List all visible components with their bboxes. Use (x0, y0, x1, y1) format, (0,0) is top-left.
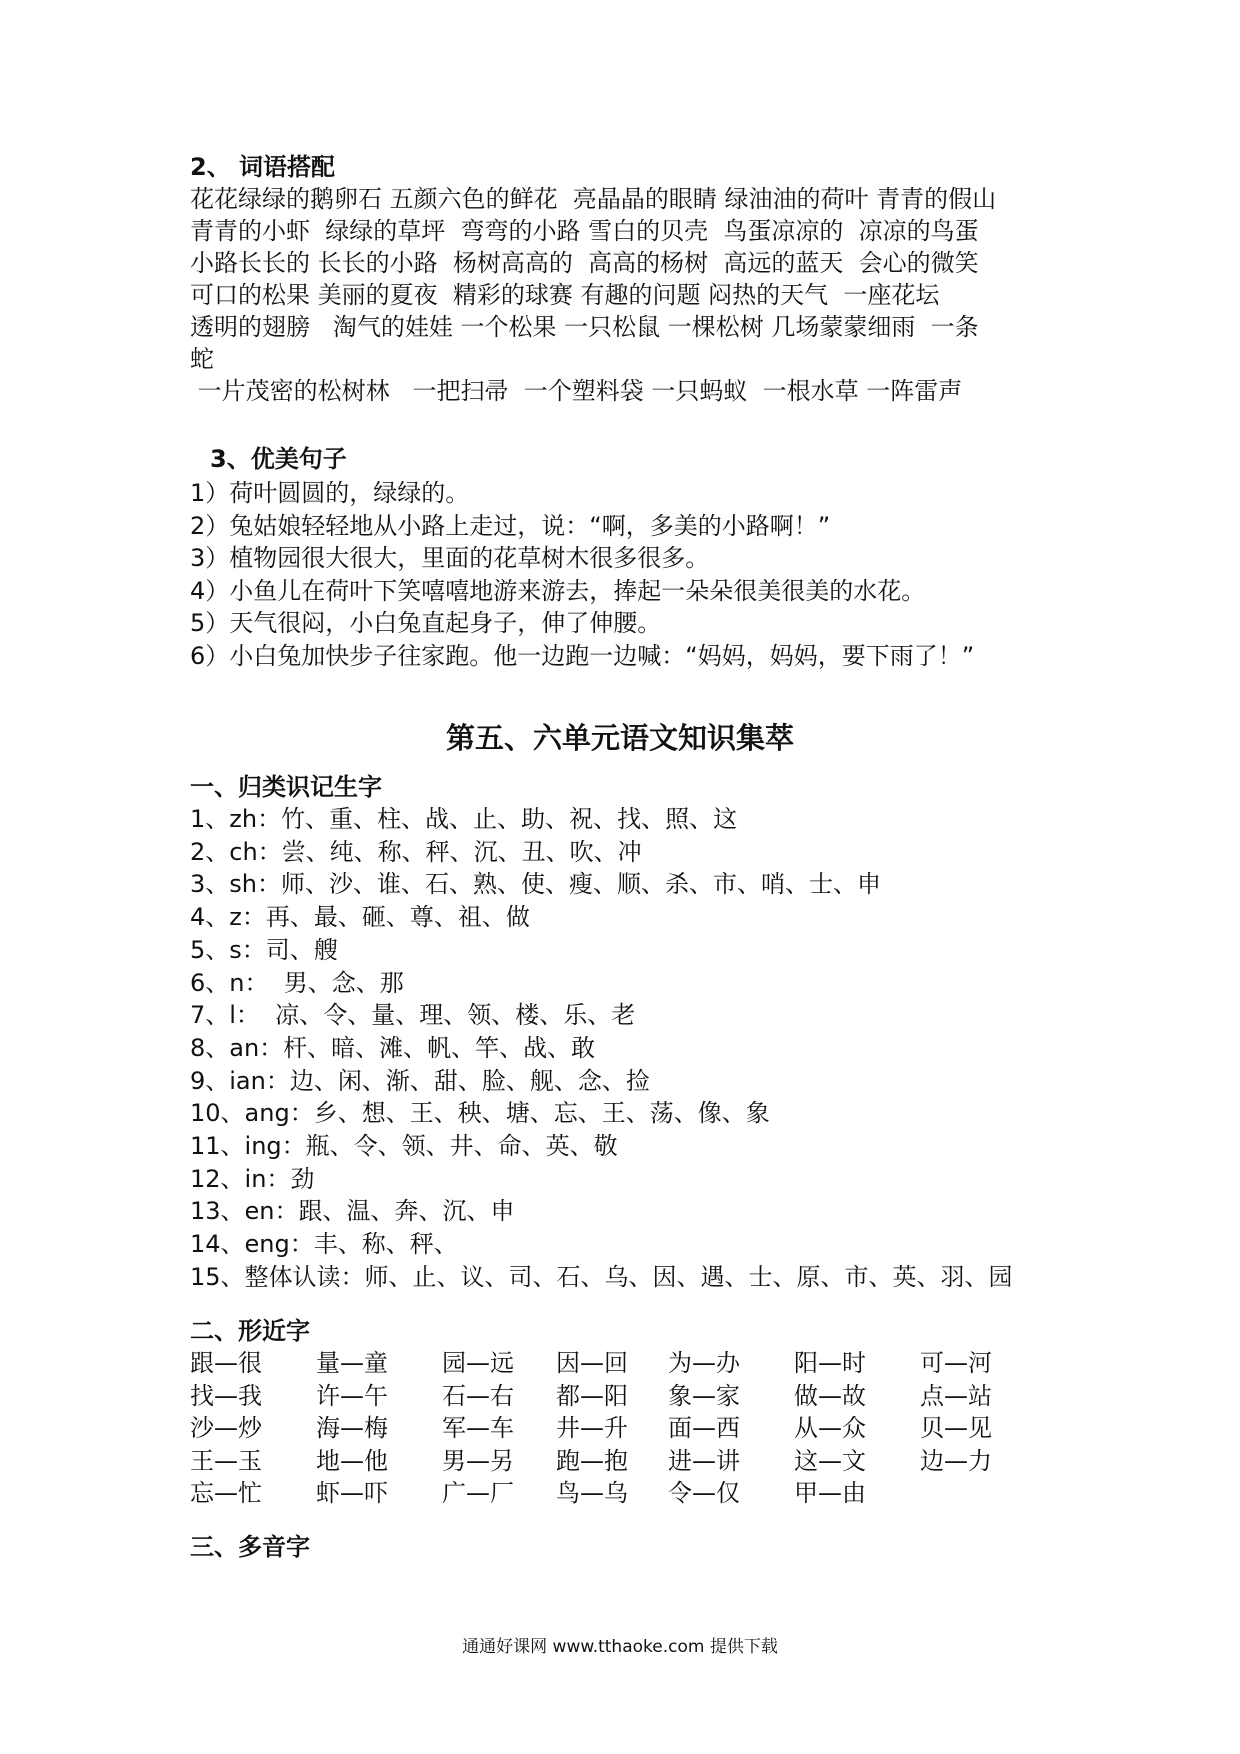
collocation-line: 蛇 (190, 345, 214, 373)
similar-char-pair: 石—右 (442, 1381, 514, 1410)
similar-chars-row (190, 1381, 1090, 1411)
classify-line: 9、ian：边、闲、渐、甜、脸、舰、念、捡 (190, 1066, 650, 1095)
similar-chars-row (190, 1446, 1090, 1476)
sentence-line: 1）荷叶圆圆的，绿绿的。 (190, 479, 470, 507)
classify-line: 1、zh：竹、重、柱、战、止、助、祝、找、照、这 (190, 805, 738, 833)
similar-char-pair: 跑—抱 (556, 1446, 628, 1475)
similar-char-pair: 鸟—乌 (556, 1479, 628, 1507)
classify-line: 4、z：再、最、砸、尊、祖、做 (190, 903, 530, 932)
similar-chars-row (190, 1478, 1090, 1508)
sentence-line: 3）植物园很大很大，里面的花草树木很多很多。 (190, 544, 710, 572)
similar-char-pair: 边—力 (920, 1446, 992, 1475)
footer-text: 通通好课网 www.tthaoke.com 提供下载 (462, 1637, 778, 1657)
similar-char-pair: 地—他 (316, 1446, 388, 1475)
classify-line: 7、l： 凉、令、量、理、领、楼、乐、老 (190, 1001, 636, 1030)
similar-char-pair: 广—厂 (442, 1479, 514, 1507)
similar-char-pair: 园—远 (442, 1349, 514, 1377)
similar-char-pair: 为—办 (668, 1349, 740, 1377)
part-heading-classify: 一、归类识记生字 (190, 773, 382, 801)
collocation-line: 青青的小虾 绿绿的草坪 弯弯的小路 雪白的贝壳 鸟蛋凉凉的 凉凉的鸟蛋 (190, 217, 979, 245)
similar-char-pair: 可—河 (920, 1349, 992, 1377)
similar-char-pair: 海—梅 (316, 1414, 388, 1442)
classify-line: 15、整体认读：师、止、议、司、石、乌、因、遇、士、原、市、英、羽、园 (190, 1262, 1013, 1291)
similar-char-pair: 甲—由 (794, 1479, 866, 1507)
similar-char-pair: 男—另 (442, 1446, 514, 1475)
classify-line: 6、n： 男、念、那 (190, 968, 404, 997)
similar-char-pair: 沙—炒 (190, 1414, 262, 1442)
classify-line: 12、in：劲 (190, 1164, 315, 1193)
similar-char-pair: 做—故 (794, 1381, 866, 1410)
similar-chars-row (190, 1348, 1090, 1378)
similar-char-pair: 因—回 (556, 1349, 628, 1377)
sentence-line: 2）兔姑娘轻轻地从小路上走过，说：“啊，多美的小路啊！” (190, 511, 831, 540)
sentence-line: 4）小鱼儿在荷叶下笑嘻嘻地游来游去，捧起一朵朵很美很美的水花。 (190, 576, 926, 605)
similar-char-pair: 许—午 (316, 1381, 388, 1410)
classify-line: 10、ang：乡、想、王、秧、塘、忘、王、荡、像、象 (190, 1099, 770, 1128)
classify-line: 8、an：杆、暗、滩、帆、竿、战、敢 (190, 1033, 596, 1062)
similar-char-pair: 象—家 (668, 1381, 740, 1410)
similar-char-pair: 令—仅 (668, 1479, 740, 1507)
collocation-line: 可口的松果 美丽的夏夜 精彩的球赛 有趣的问题 闷热的天气 一座花坛 (190, 281, 940, 309)
collocation-line: 一片茂密的松树林 一把扫帚 一个塑料袋 一只蚂蚁 一根水草 一阵雷声 (190, 377, 963, 405)
section-heading-collocation: 2、 词语搭配 (190, 153, 336, 181)
similar-char-pair: 进—讲 (668, 1446, 740, 1475)
similar-char-pair: 王—玉 (190, 1446, 262, 1475)
similar-char-pair: 都—阳 (556, 1381, 628, 1410)
unit-title: 第五、六单元语文知识集萃 (445, 721, 794, 755)
collocation-line: 小路长长的 长长的小路 杨树高高的 高高的杨树 高远的蓝天 会心的微笑 (190, 249, 979, 277)
similar-char-pair: 虾—吓 (316, 1479, 388, 1507)
classify-line: 14、eng：丰、称、秤、 (190, 1230, 458, 1259)
classify-line: 3、sh：师、沙、谁、石、熟、使、瘦、顺、杀、市、哨、士、申 (190, 870, 881, 899)
similar-char-pair: 井—升 (556, 1414, 628, 1442)
collocation-line: 透明的翅膀 淘气的娃娃 一个松果 一只松鼠 一棵松树 几场蒙蒙细雨 一条 (190, 313, 979, 341)
sentence-line: 5）天气很闷，小白兔直起身子，伸了伸腰。 (190, 609, 662, 637)
classify-line: 13、en：跟、温、奔、沉、申 (190, 1197, 515, 1226)
classify-line: 5、s：司、艘 (190, 935, 338, 964)
similar-char-pair: 军—车 (442, 1414, 514, 1442)
similar-chars-row (190, 1413, 1090, 1443)
similar-char-pair: 量—童 (316, 1349, 388, 1377)
part-heading-similar-chars: 二、形近字 (190, 1317, 310, 1345)
collocation-line: 花花绿绿的鹅卵石 五颜六色的鲜花 亮晶晶的眼睛 绿油油的荷叶 青青的假山 (190, 185, 997, 213)
similar-char-pair: 点—站 (920, 1381, 992, 1410)
classify-line: 2、ch：尝、纯、称、秤、沉、丑、吹、冲 (190, 837, 642, 866)
similar-char-pair: 阳—时 (794, 1349, 866, 1377)
similar-char-pair: 跟—很 (190, 1349, 262, 1377)
similar-char-pair: 忘—忙 (190, 1479, 262, 1507)
similar-char-pair: 贝—见 (920, 1414, 992, 1442)
similar-char-pair: 找—我 (190, 1381, 262, 1410)
similar-char-pair: 从—众 (794, 1414, 866, 1442)
section-heading-sentences: 3、优美句子 (210, 445, 347, 473)
similar-char-pair: 面—西 (668, 1414, 740, 1442)
classify-line: 11、ing：瓶、令、领、井、命、英、敬 (190, 1132, 618, 1160)
sentence-line: 6）小白兔加快步子往家跑。他一边跑一边喊：“妈妈，妈妈，要下雨了！” (190, 641, 975, 670)
similar-char-pair: 这—文 (794, 1446, 866, 1475)
part-heading-polyphones: 三、多音字 (190, 1533, 310, 1561)
